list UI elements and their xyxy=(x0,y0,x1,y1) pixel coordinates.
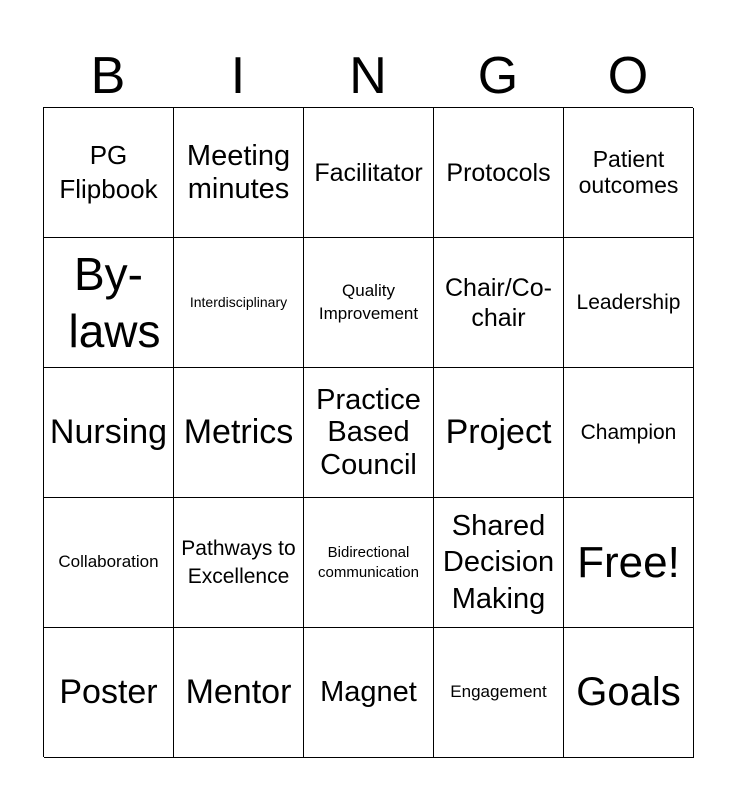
bingo-cell[interactable] xyxy=(44,108,174,238)
cell-label: Shared Decision Making xyxy=(442,510,555,615)
cell-label: Bidirectional communication xyxy=(318,544,419,581)
bingo-cell[interactable] xyxy=(174,498,304,628)
bingo-cell[interactable] xyxy=(564,368,694,498)
cell-label: Poster xyxy=(59,673,158,712)
bingo-cell[interactable] xyxy=(174,368,304,498)
cell-label: Chair/Co-chair xyxy=(445,273,552,332)
bingo-cell[interactable] xyxy=(44,628,174,758)
cell-label: Project xyxy=(445,413,552,452)
cell-label: Nursing xyxy=(49,413,168,452)
cell-label: Interdisciplinary xyxy=(189,294,288,311)
cell-label: Practice Based Council xyxy=(316,383,421,481)
header-letter-b: B xyxy=(90,47,126,105)
bingo-cell[interactable] xyxy=(304,108,434,238)
bingo-cell[interactable] xyxy=(304,498,434,628)
bingo-cell[interactable] xyxy=(174,108,304,238)
bingo-cell[interactable] xyxy=(564,628,694,758)
bingo-cell[interactable] xyxy=(304,238,434,368)
bingo-cell[interactable] xyxy=(304,368,434,498)
bingo-cell[interactable] xyxy=(174,238,304,368)
bingo-cell[interactable] xyxy=(434,238,564,368)
cell-label: Metrics xyxy=(183,413,294,452)
cell-label: Pathways to Excellence xyxy=(181,537,296,588)
cell-label: Free! xyxy=(577,537,680,587)
bingo-cell[interactable] xyxy=(304,628,434,758)
bingo-cell[interactable] xyxy=(434,368,564,498)
bingo-board xyxy=(43,107,693,757)
bingo-cell[interactable] xyxy=(434,628,564,758)
cell-label: Leadership xyxy=(576,290,681,314)
cell-label: Protocols xyxy=(446,158,551,187)
cell-label: PG Flipbook xyxy=(59,139,158,204)
bingo-cell[interactable] xyxy=(174,628,304,758)
cell-label: Meeting minutes xyxy=(186,140,291,205)
header-letter-o: O xyxy=(607,47,649,105)
header-letter-n: N xyxy=(349,47,387,105)
cell-label: Engagement xyxy=(450,682,547,702)
cell-label: Goals xyxy=(576,670,681,715)
cell-label: By-laws xyxy=(68,248,161,357)
cell-label: Collaboration xyxy=(58,552,159,572)
cell-label: Mentor xyxy=(185,673,292,712)
header-letter-g: G xyxy=(477,47,519,105)
bingo-cell[interactable] xyxy=(434,498,564,628)
bingo-cell[interactable] xyxy=(564,108,694,238)
cell-label: Magnet xyxy=(320,676,417,709)
bingo-cell[interactable] xyxy=(564,238,694,368)
cell-label: Facilitator xyxy=(314,158,423,187)
bingo-cell[interactable] xyxy=(44,498,174,628)
bingo-header xyxy=(43,44,693,108)
bingo-cell[interactable] xyxy=(44,368,174,498)
bingo-cell[interactable] xyxy=(44,238,174,368)
header-letter-i: I xyxy=(230,47,246,105)
bingo-cell[interactable] xyxy=(564,498,694,628)
cell-label: Champion xyxy=(580,420,677,444)
cell-label: Quality Improvement xyxy=(318,280,419,323)
bingo-cell[interactable] xyxy=(434,108,564,238)
cell-label: Patient outcomes xyxy=(578,145,679,198)
